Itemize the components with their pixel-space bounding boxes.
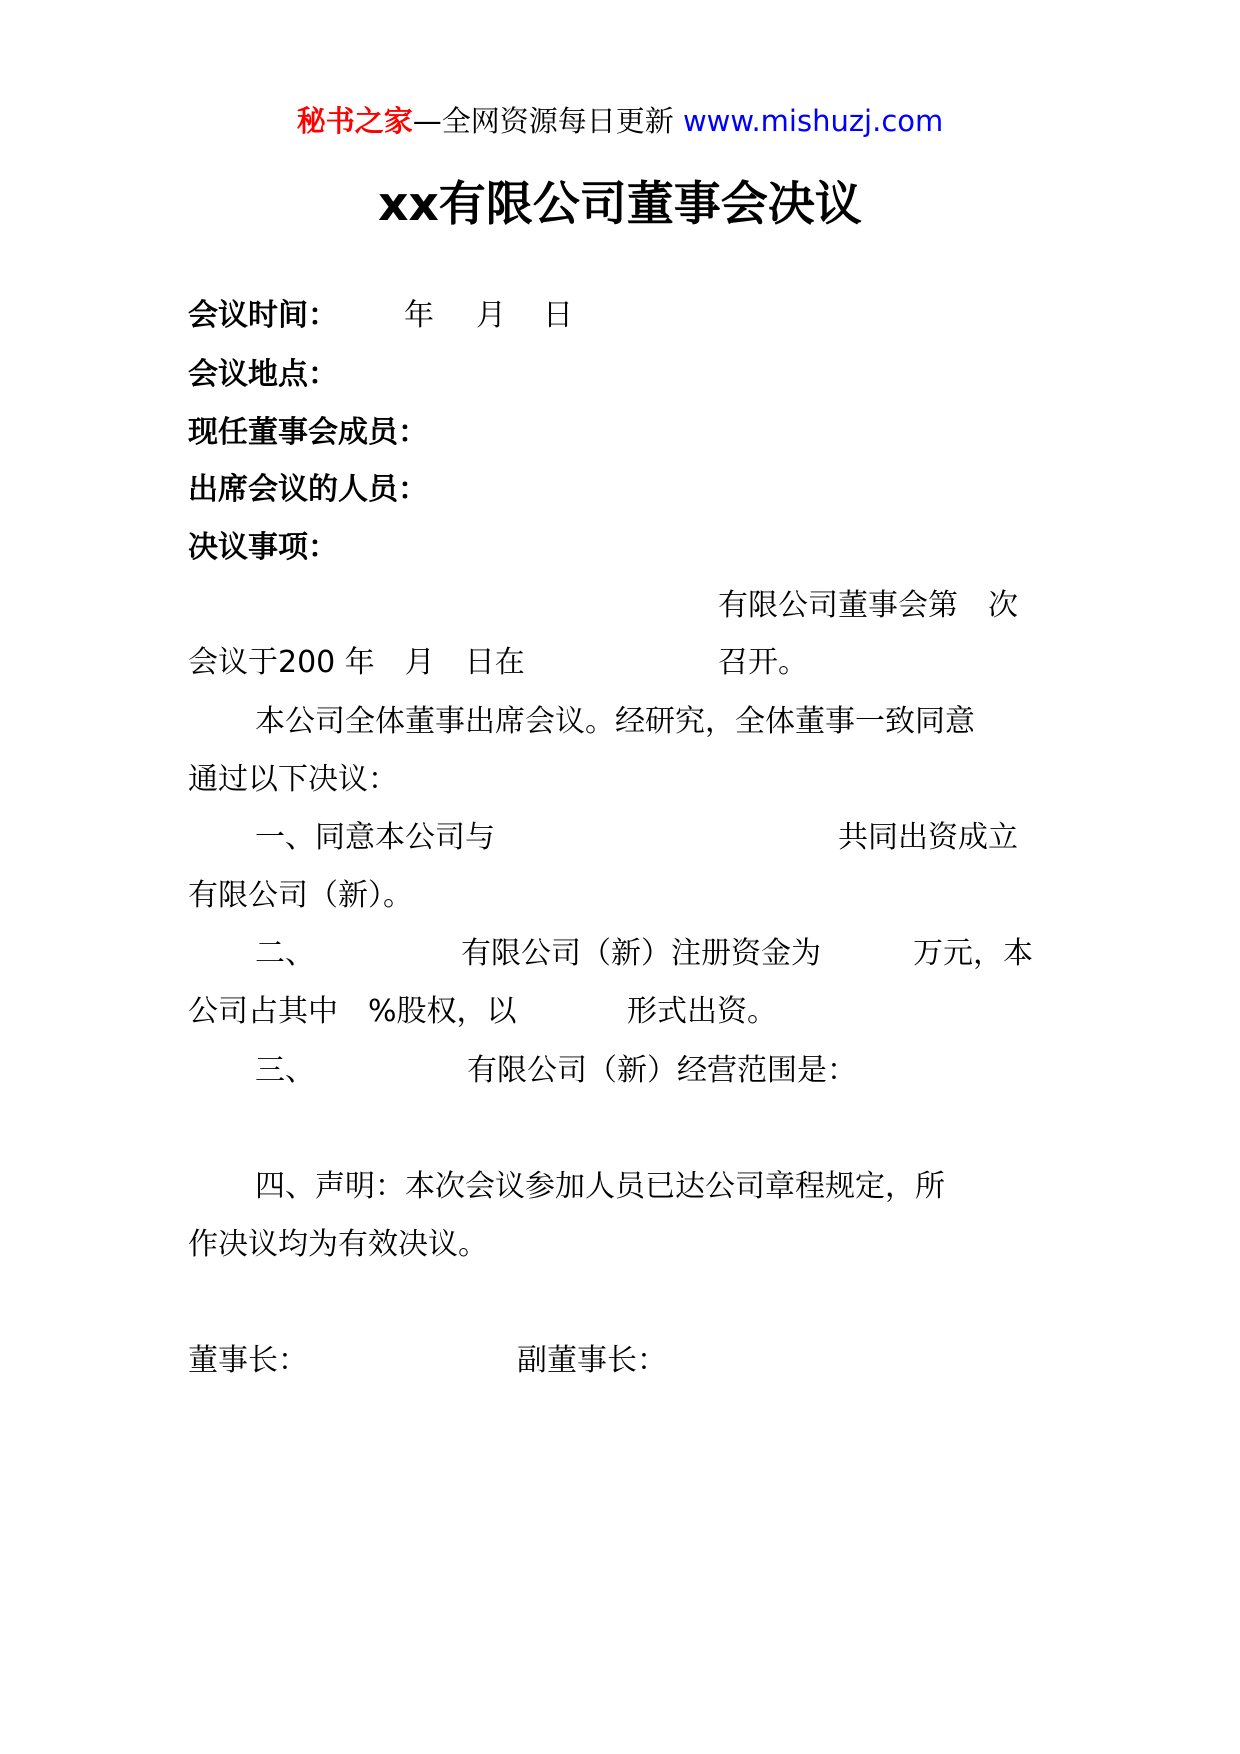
resolution-items-label: 决议事项： (188, 530, 338, 565)
attendees-label: 出席会议的人员： (188, 472, 428, 507)
intro-line-2b: 召开。 (718, 645, 808, 680)
vice-chairman-label: 副董事长： (517, 1343, 667, 1378)
meeting-time-day: 日 (543, 298, 573, 333)
item2-line-2a: 公司占其中 %股权，以 (188, 994, 517, 1029)
intro-line-1: 有限公司董事会第 次 (718, 588, 1018, 623)
item4-line-1: 四、声明：本次会议参加人员已达公司章程规定，所 (255, 1169, 945, 1204)
meeting-place-label: 会议地点： (188, 357, 338, 392)
item3-label: 三、 (255, 1053, 315, 1088)
para1-line-1: 本公司全体董事出席会议。经研究，全体董事一致同意 (255, 704, 975, 739)
meeting-time-year: 年 (404, 298, 434, 333)
header-slogan: —全网资源每日更新 (412, 104, 674, 138)
meeting-time-month: 月 (476, 298, 506, 333)
item2-line-1a: 二、 (255, 936, 315, 971)
item2-line-1b: 有限公司（新）注册资金为 (461, 936, 821, 971)
document-title: xx有限公司董事会决议 (378, 177, 862, 232)
item1-line-2: 有限公司（新）。 (188, 878, 413, 913)
item4-line-2: 作决议均为有效决议。 (188, 1227, 488, 1262)
current-board-label: 现任董事会成员： (188, 415, 428, 450)
item3-text: 有限公司（新）经营范围是： (467, 1053, 857, 1088)
para1-line-2: 通过以下决议： (188, 762, 398, 797)
item2-line-2b: 形式出资。 (627, 994, 777, 1029)
meeting-time-label: 会议时间： (188, 298, 338, 333)
item1-line-1a: 一、同意本公司与 (255, 820, 495, 855)
intro-line-2a: 会议于200 年 月 日在 (188, 645, 525, 680)
header-url[interactable]: www.mishuzj.com (682, 104, 944, 138)
chairman-label: 董事长： (188, 1343, 308, 1378)
site-header (0, 101, 1240, 141)
item1-line-1b: 共同出资成立 (838, 820, 1018, 855)
header-brand: 秘书之家 (296, 104, 413, 138)
item2-line-1c: 万元，本 (913, 936, 1033, 971)
